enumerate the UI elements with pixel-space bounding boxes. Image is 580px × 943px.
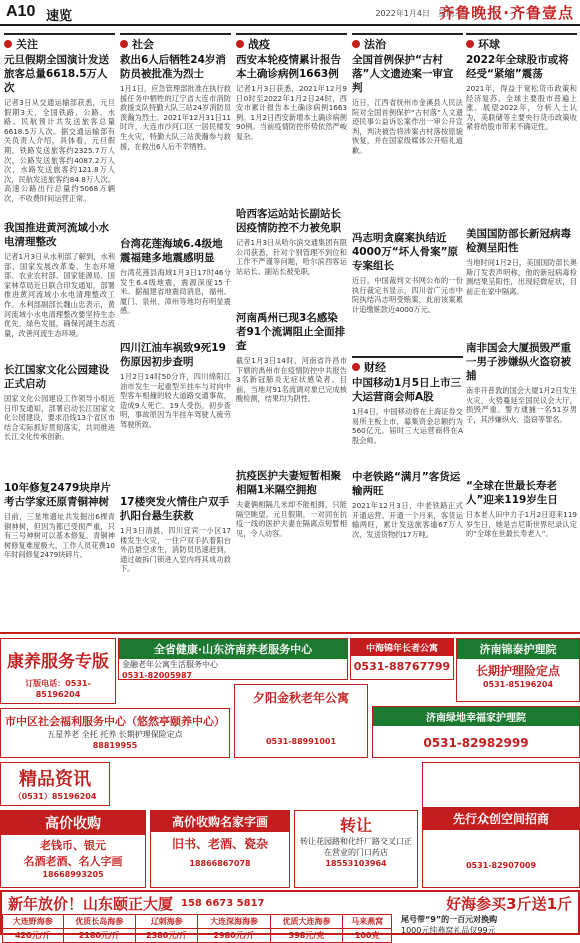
story-headline[interactable]: 全国首例保护“古村落”人文遗迹案一审宣判 <box>352 54 454 94</box>
newspaper-masthead: 齐鲁晚报·齐鲁壹点 <box>439 4 574 22</box>
bullet-icon <box>352 40 360 48</box>
ad-jintai-huli[interactable]: 济南锦泰护理院 长期护理险定点 0531-85196204 <box>456 638 580 702</box>
story-headline[interactable]: 美国国防部长新冠病毒检测呈阳性 <box>466 228 571 254</box>
story-headline[interactable]: 冯志明贪腐案执结近4000万“坏人骨案”原专案组长 <box>352 232 459 272</box>
ad-social-welfare[interactable]: 市中区社会福利服务中心（悠然亭颐养中心） 五星养老 全托 托养 长期护理保险定点 88819955 <box>0 708 230 758</box>
column-zhanyi <box>236 33 347 580</box>
story-body: 夫妻俩相隔几米却不能相拥，只能隔空眺望。元旦假期，一对同在抗疫一线的医护夫妻在隔离点短暂相见，令人动容。 <box>236 500 347 538</box>
story-body: 日本老人田中力子1月2日迎来119岁生日，她是吉尼斯世界纪录认定的“全球在世最长寿老人”。 <box>466 510 577 539</box>
bullet-icon <box>120 40 128 48</box>
column-tag: 战疫 <box>236 33 347 49</box>
ad-lvdi[interactable]: 济南绿地幸福家护理院 0531-82982999 <box>372 706 580 758</box>
story-headline[interactable]: “全球在世最长寿老人”迎来119岁生日 <box>466 480 558 506</box>
issue-date: 2022年1月4日 星期二 <box>375 9 462 18</box>
story-body: 1月3日清晨，四川宜宾一小区17楼发生火灾，一住户双手扒着阳台外沿悬空求生，消防员迅速赶到，通过破拆门锁进入室内将其成功救下。 <box>120 526 231 574</box>
story-headline[interactable]: 中国移动1月5日上市三大运营商会师A股 <box>352 377 462 403</box>
ad-xiyang[interactable]: 夕阳金秋老年公寓 0531-88991001 <box>234 684 368 758</box>
story-headline[interactable]: 台湾花莲海域6.4级地震福建多地震感明显 <box>120 238 223 264</box>
classified-ads <box>0 632 580 940</box>
story-body: 国家文化公园建设工作领导小组近日印发通知，部署启动长江国家文化公园建设，要求沿线13个省区市结合实际抓好贯彻落实，共同推进长江文化传承创新。 <box>4 394 115 442</box>
story-body: 记者1月3日从哈尔滨交通集团有限公司获悉，针对个别管理不到位和工作不严谨等问题，哈尔滨西客运站站长、副站长被免职。 <box>236 238 347 276</box>
story-body: 1月1日，应急管理部批准在执行救援任务中牺牲的辽宁省大连市消防救援支队特勤大队三站24岁消防员羡瀚为烈士。2021年12月31日11时许，大连市沙河口区一居民楼发生火灾，特勤大队三站羡瀚参与救援，在救出6人后不幸牺牲。 <box>120 84 231 151</box>
story-body: 记者3日从交通运输部获悉，元旦假期3天，全国铁路、公路、水路、民航预计共发送旅客总量6618.5万人次。据交通运输部有关负责人介绍，具体看，元旦假期，铁路发送旅客约2325.7万人次，公路发送旅客约4087.2万人次，水路发送旅客约121.8万人次，民航发送旅客约84.8万人次。高速公路出行总量约5068万辆次，不收费时间运营正常。 <box>4 98 115 203</box>
caipiao-block: 尾号带“9”的一百元对换购 1000元纯燕窝礼品仅99元 <box>401 915 498 935</box>
story-body: 目前，三星堆遗址共发掘出6棵青铜神树，但因为都已受损严重，只有三号神树可以基本修复。青铜神树修复难度极大，工作人员花费10年时间修复2479块碎片。 <box>4 512 115 560</box>
ad-zihua[interactable]: 高价收购名家字画 旧书、老酒、瓷杂 18866867078 <box>150 810 290 888</box>
ad-banner-haishen[interactable]: 新年放价！山东颐正大厦 158 6673 5817 好海参买3斤送1斤 大连野海参 优质长岛海参 辽刺海参 大连深海海参 优质大连海参 马来燕窝 420元/斤 2180元/斤 2380元/斤 2980元/斤 398元/克 100克 尾号带“9”的一百元对换购 1000元纯燕窝礼品仅99元 <box>0 890 580 935</box>
story-headline[interactable]: 南非国会大厦损毁严重一男子涉嫌纵火盗窃被捕 <box>466 342 571 382</box>
ad-jingpin[interactable]: 精品资讯 （0531）85196204 <box>0 762 110 806</box>
bullet-icon <box>466 40 474 48</box>
bullet-icon <box>236 40 244 48</box>
story-headline[interactable]: 西安本轮疫情累计报告本土确诊病例1663例 <box>236 54 341 80</box>
story-headline[interactable]: 中老铁路“满月”客货运输两旺 <box>352 471 461 497</box>
column-tag: 关注 <box>4 33 115 49</box>
story-headline[interactable]: 17楼突发火情住户双手扒阳台悬生获救 <box>120 496 230 522</box>
ad-gaojia[interactable]: 高价收购 老钱币、银元 名酒老酒、名人字画 18668993205 <box>0 810 146 888</box>
ad-zhuanrang[interactable]: 转让 转让花园路和化纤厂路交叉口正在营业的门口药店 18553103964 <box>294 810 418 888</box>
story-body: 近日，中国裁判文书网公布的一份执行裁定书显示，四川省广元市中院执结冯志明受贿案，此前该案累计追缴赃款近4000万元。 <box>352 276 463 314</box>
story-body: 记者1月3日从水利部了解到，水利部、国家发展改革委、生态环境部、农业农村部、国家能源局、国家林草局近日联合印发通知，部署推进黄河流域小水电清理整改工作。水利部副部长魏山忠表示，黄河流域小水电清理整改要坚持生态优先、绿色发展，确保河湖生态流量，改善河流生态环境。 <box>4 252 115 338</box>
story-headline[interactable]: 元旦假期全国演计发送旅客总量6618.5万人次 <box>4 54 109 94</box>
story-body: 记者1月3日获悉，2021年12月9日0时至2022年1月2日24时，西安市累计报告本土确诊病例1663例。1月2日西安新增本土确诊病例90例。当前疫情防控形势依然严峻复杂。 <box>236 84 347 141</box>
story-headline[interactable]: 四川江油车祸致9死19伤原因初步查明 <box>120 342 226 368</box>
column-tag: 环球 <box>466 33 577 49</box>
price-table: 大连野海参 优质长岛海参 辽刺海参 大连深海海参 优质大连海参 马来燕窝 420元/斤 2180元/斤 2380元/斤 2980元/斤 398元/克 100克 <box>2 914 392 943</box>
story-headline[interactable]: 10年修复2479块岸片考古学家还原青铜神树 <box>4 482 111 508</box>
column-shehui <box>120 33 231 586</box>
ad-yanglao-center[interactable]: 全省健康·山东济南养老服务中心 金融老年公寓生活服务中心 0531-82005987 <box>118 638 348 680</box>
story-body: 台湾花莲县海域1月3日17时46分发生6.4级地震，震源深度15千米。据福建省地震局消息，福州、厦门、泉州、漳州等地均有明显震感。 <box>120 268 231 316</box>
column-fazhi <box>352 33 463 561</box>
story-body: 当地时间1月2日，美国国防部长奥斯汀发表声明称，他的新冠病毒检测结果呈阳性，出现轻微症状，目前正在家中隔离。 <box>466 258 577 296</box>
story-body: 1月2日14时50分许，四川绵阳江油市发生一起重型半挂车与对向中型客车相撞的较大道路交通事故，造成9人死亡、19人受伤。初步查明，事故原因为半挂车驾驶人疲劳驾驶所致。 <box>120 372 231 429</box>
story-headline[interactable]: 我国推进黄河流域小水电清理整改 <box>4 222 109 248</box>
column-tag: 社会 <box>120 33 231 49</box>
story-body: 2021年12月3日，中老铁路正式开通运营。开通一个月来，客货运输两旺，累计发送旅客逾67万人次，发送货物约17万吨。 <box>352 501 463 539</box>
story-headline[interactable]: 救出6人后牺牲24岁消防员被批准为烈士 <box>120 54 226 80</box>
page-number: A10 <box>6 3 36 20</box>
story-body: 近日，江西省抚州市金溪县人民法院对全国首例保护“古村落”人文遗迹民事公益诉讼案作出一审公开宣判，判决被告将涉案古村落按原貌恢复，并在国家级媒体公开赔礼道歉。 <box>352 98 463 155</box>
story-headline[interactable]: 哈西客运站站长副站长因疫情防控不力被免职 <box>236 208 341 234</box>
column-tag: 法治 <box>352 33 463 49</box>
column-huanqiu <box>466 33 577 580</box>
story-body: 2021年，得益于宽松货币政策和经济复苏，全球主要股市普遍上涨。展望2022年，分析人士认为，美联储等主要央行货币政策收紧将给股市带来不确定性。 <box>466 84 577 132</box>
story-headline[interactable]: 2022年全球股市或将经受“紧缩”震荡 <box>466 54 569 80</box>
page-header <box>0 0 580 26</box>
story-body: 截至1月3日14时，河南省许昌市下辖的禹州市在疫情防控中共报告3名新冠肺炎无症状感染者。目前，当地对91名流调对象已完成核酸检测，结果均为阴性。 <box>236 356 347 404</box>
story-headline[interactable]: 长江国家文化公园建设正式启动 <box>4 364 109 390</box>
story-headline[interactable]: 河南禹州已现3名感染者91个流调阻止全面排查 <box>236 312 346 352</box>
column-guanzhu <box>4 33 115 592</box>
column-tag: 财经 <box>352 356 463 372</box>
section-name: 速览 <box>46 9 73 24</box>
story-body: 1月4日，中国移动将在上海证券交易所主板上市，募集资金总额约为560亿元。届时三大运营商将在A股会师。 <box>352 407 463 445</box>
bullet-icon <box>352 363 360 371</box>
story-headline[interactable]: 抗疫医护夫妻短暂相聚相隔1米隔空拥抱 <box>236 470 341 496</box>
ad-zhonghai[interactable]: 中海锦年长者公寓 0531-88767799 <box>350 638 454 680</box>
ad-kangyang[interactable]: 康养服务专版 订版电话：0531-85196204 <box>0 638 116 704</box>
story-body: 南非开普敦的国会大厦1月2日发生火灾，火势蔓延至国民议会大厅，损毁严重。警方逮捕一名51岁男子，其涉嫌纵火、盗窃等罪名。 <box>466 386 577 424</box>
ad-zhaoshang[interactable]: 先行众创空间招商 0531-82907009 <box>422 762 580 888</box>
bullet-icon <box>4 40 12 48</box>
